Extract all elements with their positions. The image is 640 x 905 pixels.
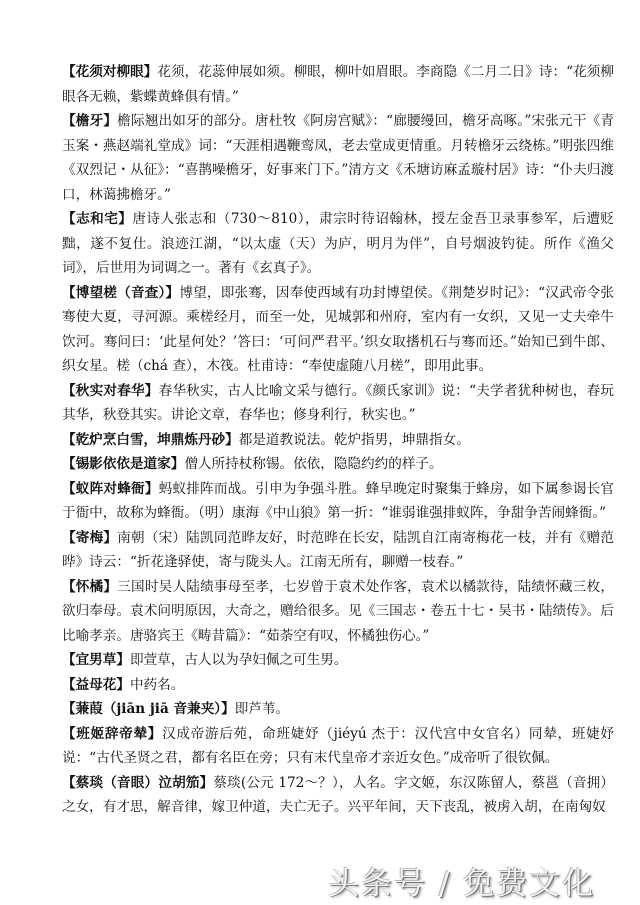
entry: [62, 697, 614, 722]
entry: [62, 109, 614, 207]
entry-title: 【益母花】: [62, 676, 130, 693]
entry-body: 蔡琰(公元 172～？），人名。字文姬，东汉陈留人，蔡邕（音拥）之女，有才思，解音律，嫁卫仲道，夫亡无子。兴平年间，天下丧乱，被虏入胡，在南匈奴: [62, 774, 615, 815]
entry-body: 中药名。: [129, 676, 185, 693]
entry-body: 僧人所持杖称锡。依依，隐隐约约的样子。: [184, 456, 443, 472]
entry-title: 【班姬辞帝辇】: [62, 725, 163, 742]
entry: [62, 575, 614, 649]
entry-body: 都是道教说法。乾炉指男，坤鼎指女。: [238, 431, 470, 448]
entry-body: 博望，即张骞，因奉使西域有功封博望侯。《荆楚岁时记》：“汉武帝令张骞使大夏，寻河源。乘槎经月，而至一处，见城郭和州府，室内有一女织，又见一丈夫牵牛饮河。骞问曰：‘此星何处？’答曰：‘可问严君平。’织女取搘机石与骞而还。”始知已到牛郎、织女星。槎（chá 查），木筏。杜甫诗：“奉使虚随八月槎”，即用此事。: [62, 284, 614, 374]
entry-body: 花须，花蕊伸展如须。柳眼，柳叶如眉眼。李商隐《二月二日》诗：“花须柳眼各无赖，紫蝶黄蜂俱有情。”: [62, 64, 615, 105]
entry: [62, 379, 614, 428]
entry: [62, 673, 614, 698]
entry: [62, 452, 614, 477]
entry-title: 【秋实对春华】: [62, 382, 159, 399]
entry-title: 【蒹葭（jiān jiā 音兼夹）】: [62, 701, 235, 717]
entry: [62, 648, 614, 673]
entry-body: 三国时吴人陆绩事母至孝，七岁曾于袁术处作客，袁术以橘款待，陆绩怀藏三枚，欲归奉母。袁术问明原因，大奇之，赠给很多。见《三国志・卷五十七・吴书・陆绩传》。后比喻孝亲。唐骆宾王《畴昔篇》：“茹荼空有叹，怀橘独伤心。”: [62, 578, 615, 644]
entry: [62, 722, 614, 771]
entry-body: 檐际翘出如牙的部分。唐杜牧《阿房宫赋》：“廊腰缦回，檐牙高啄。”宋张元干《青玉案・燕赵端礼堂成》词：“天涯相遇鞭鸾凤，老去堂成更情重。月转檐牙云绕栋。”明张四维《双烈记・从征》：“喜鹊噪檐牙，好事来门下。”清方文《禾塘访麻孟璇村居》诗：“仆夫归渡口，林蔼拂檐牙。”: [62, 113, 615, 203]
entry: [62, 428, 614, 453]
entry-body: 即芦苇。: [234, 701, 290, 717]
entry-title: 【博望槎（音查）】: [62, 284, 180, 301]
entry-title: 【蔡琰（音眼）泣胡笳】: [62, 774, 214, 791]
entry-body: 春华秋实，古人比喻文采与德行。《颜氏家训》说：“夫学者犹种树也，春玩其华，秋登其实。讲论文章，春华也；修身利行，秋实也。”: [62, 382, 614, 423]
entry: [62, 207, 614, 281]
entry-title: 【寄梅】: [62, 529, 118, 546]
entry: [62, 526, 614, 575]
entry-title: 【乾炉烹白雪，坤鼎炼丹砂】: [62, 431, 239, 448]
entry: [62, 60, 614, 109]
entry-title: 【花须对柳眼】: [62, 64, 158, 80]
entry: [62, 477, 614, 526]
entry: [62, 281, 614, 379]
entry-title: 【锡影依依是道家】: [62, 456, 185, 472]
entry-body: 蚂蚁排阵而战。引申为争强斗胜。蜂早晚定时聚集于蜂房，如下属参谒长官于衙中，故称为蜂衙。（明）康海《中山狼》第一折：“谁弱谁强排蚁阵，争甜争苦闹蜂衙。”: [62, 480, 615, 521]
entry-body: 南朝（宋）陆凯同范晔友好，时范晔在长安，陆凯自江南寄梅花一枝，并有《赠范晔》诗云：“折花逢驿使，寄与陇头人。江南无所有，聊赠一枝春。”: [62, 529, 615, 570]
entry-body: 汉成帝游后苑，命班婕妤（jiéyú 杰于：汉代宫中女官名）同辇，班婕妤说：“古代圣贤之君，都有名臣在旁；只有末代皇帝才亲近女色。”成帝听了很钦佩。: [62, 725, 614, 766]
entry-title: 【怀橘】: [62, 578, 118, 595]
entry-body: 即萱草，古人以为孕妇佩之可生男。: [129, 652, 348, 668]
entry-title: 【志和宅】: [62, 211, 133, 227]
watermark: 头条号 / 免费文化: [328, 866, 596, 902]
document-body: [62, 60, 614, 820]
entry: [62, 771, 614, 820]
entry-title: 【宜男草】: [62, 652, 130, 668]
entry-title: 【蚁阵对蜂衙】: [62, 480, 159, 497]
entry-title: 【檐牙】: [62, 113, 118, 129]
entry-body: 唐诗人张志和（730～810），肃宗时待诏翰林，授左金吾卫录事参军，后遭贬黜，遂不复仕。浪迹江湖，“以太虚（天）为庐，明月为伴”，自号烟波钓徒。所作《渔父词》，后世用为词调之一。著有《玄真子》。: [62, 211, 615, 276]
